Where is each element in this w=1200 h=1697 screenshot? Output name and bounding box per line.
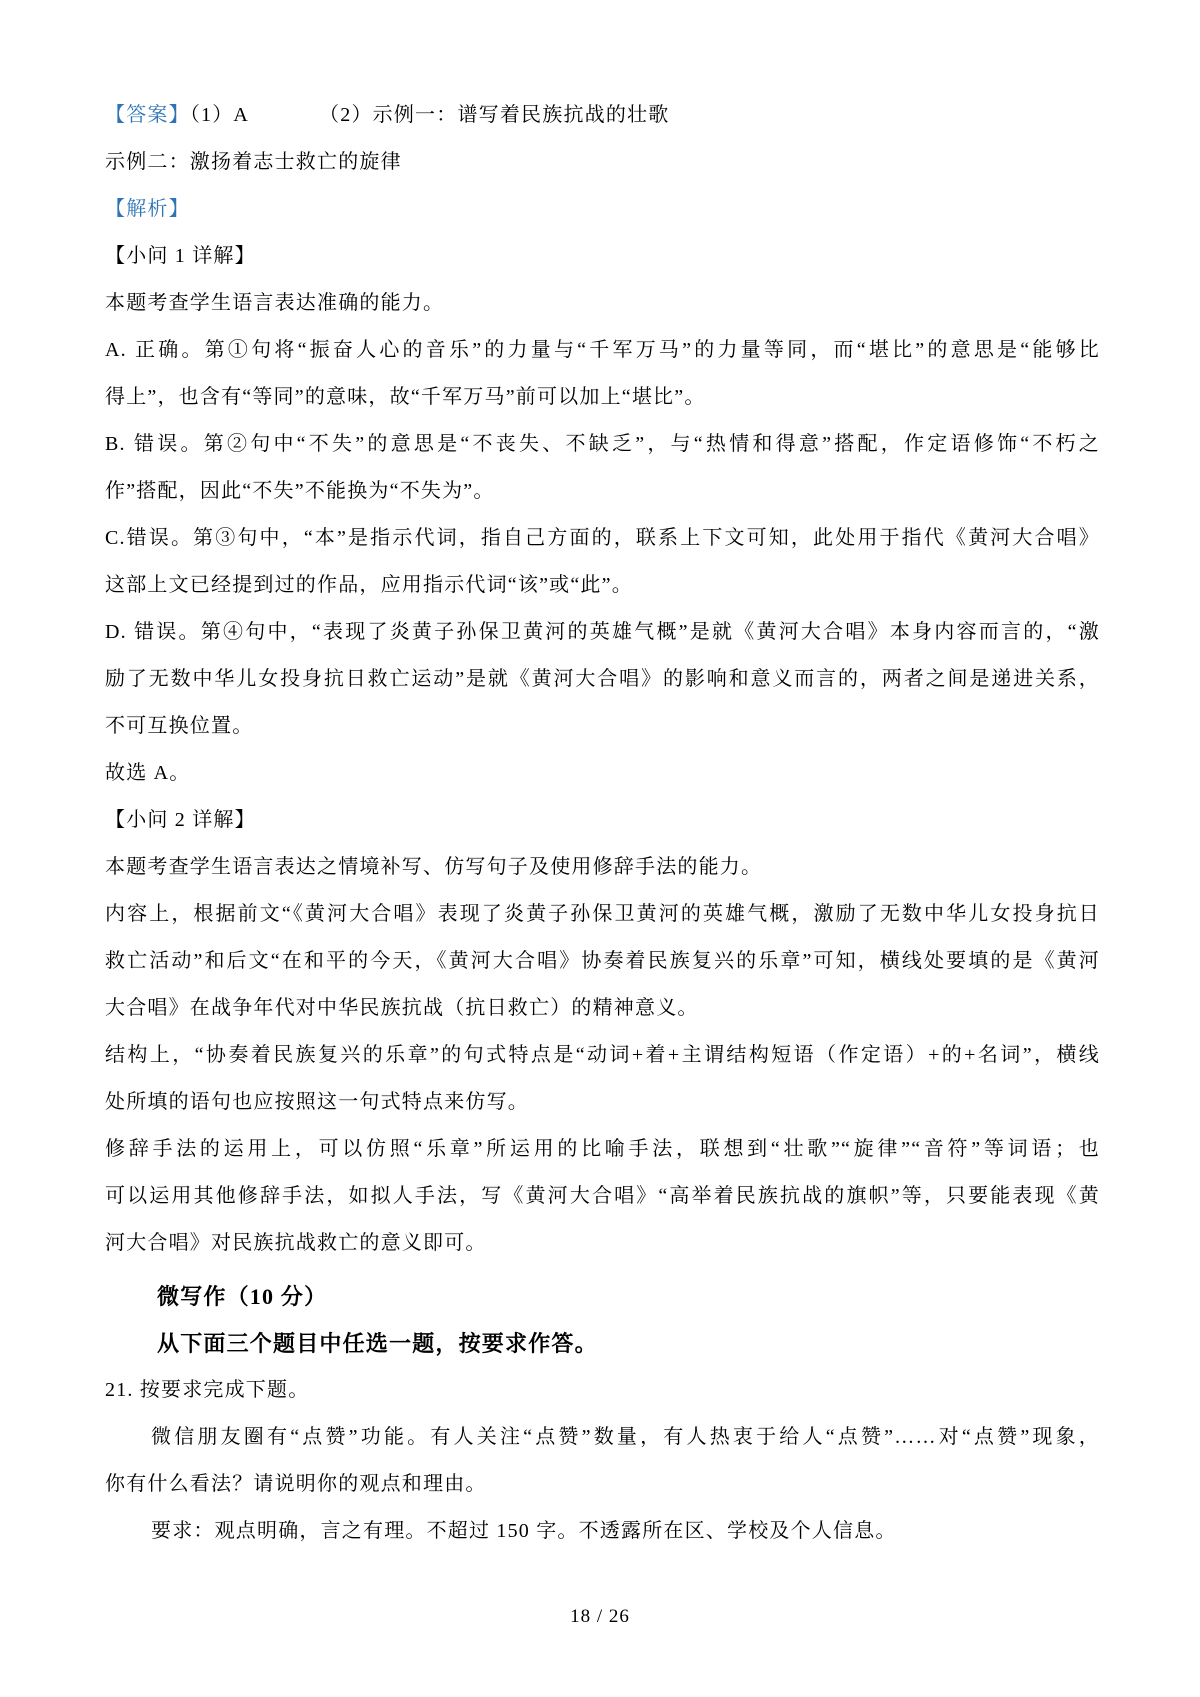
- text-line: 可以运用其他修辞手法，如拟人手法，写《黄河大合唱》“高举着民族抗战的旗帜”等，只要能表现《黄: [105, 1184, 1100, 1207]
- text-line: 励了无数中华儿女投身抗日救亡运动”是就《黄河大合唱》的影响和意义而言的，两者之间是递进关系，: [105, 667, 1100, 690]
- accent-label: 【解析】: [105, 197, 190, 220]
- text-line: [105, 186, 1100, 233]
- page-number: 18 / 26: [570, 1606, 630, 1627]
- text-line: 【小问 1 详解】: [105, 244, 256, 267]
- text-line: 微写作（10 分）: [157, 1283, 328, 1309]
- accent-label: 【答案】: [105, 103, 190, 126]
- text-line: 河大合唱》对民族抗战救亡的意义即可。: [105, 1231, 487, 1254]
- text-line: C.错误。第③句中，“本”是指示代词，指自己方面的，联系上下文可知，此处用于指代《黄河大合唱》: [105, 526, 1100, 549]
- text-line: 修辞手法的运用上，可以仿照“乐章”所运用的比喻手法，联想到“壮歌”“旋律”“音符”等词语；也: [105, 1137, 1100, 1160]
- text-line: B. 错误。第②句中“不失”的意思是“不丧失、不缺乏”，与“热情和得意”搭配，作定语修饰“不朽之: [105, 432, 1100, 455]
- text-line: 大合唱》在战争年代对中华民族抗战（抗日救亡）的精神意义。: [105, 996, 699, 1019]
- text-line: 处所填的语句也应按照这一句式特点来仿写。: [105, 1090, 529, 1113]
- text-line: 21. 按要求完成下题。: [105, 1378, 310, 1401]
- text-line: 示例二：激扬着志士救亡的旋律: [105, 150, 402, 173]
- text-line: 结构上，“协奏着民族复兴的乐章”的句式特点是“动词+着+主谓结构短语（作定语）+的+名词”，横线: [105, 1043, 1100, 1066]
- text-line: 救亡活动”和后文“在和平的今天，《黄河大合唱》协奏着民族复兴的乐章”可知，横线处要填的是《黄河: [105, 949, 1100, 972]
- text-line: 【小问 2 详解】: [105, 808, 256, 831]
- text-line: A. 正确。第①句将“振奋人心的音乐”的力量与“千军万马”的力量等同，而“堪比”的意思是“能够比: [105, 338, 1100, 361]
- text-line: 本题考查学生语言表达之情境补写、仿写句子及使用修辞手法的能力。: [105, 855, 763, 878]
- text-line: 你有什么看法？请说明你的观点和理由。: [105, 1472, 487, 1495]
- text-line: 这部上文已经提到过的作品，应用指示代词“该”或“此”。: [105, 573, 633, 596]
- text-line: 故选 A。: [105, 761, 191, 784]
- text-line: 从下面三个题目中任选一题，按要求作答。: [157, 1330, 598, 1356]
- text-line: 不可互换位置。: [105, 714, 254, 737]
- text-segment: （2）示例一：谱写着民族抗战的壮歌: [319, 103, 670, 126]
- text-line: 内容上，根据前文“《黄河大合唱》表现了炎黄子孙保卫黄河的英雄气概，激励了无数中华儿女投身抗日: [105, 902, 1100, 925]
- text-line: 本题考查学生语言表达准确的能力。: [105, 291, 445, 314]
- text-segment: （1）A: [189, 103, 250, 126]
- text-line: D. 错误。第④句中，“表现了炎黄子孙保卫黄河的英雄气概”是就《黄河大合唱》本身内容而言的，“激: [105, 620, 1100, 643]
- text-line: [105, 92, 1100, 139]
- document-body: [105, 92, 1100, 1555]
- text-line: 微信朋友圈有“点赞”功能。有人关注“点赞”数量，有人热衷于给人“点赞”……对“点赞”现象，: [151, 1425, 1100, 1448]
- text-line: 得上”，也含有“等同”的意味，故“千军万马”前可以加上“堪比”。: [105, 385, 706, 408]
- text-line: 作”搭配，因此“不失”不能换为“不失为”。: [105, 479, 495, 502]
- text-line: 要求：观点明确，言之有理。不超过 150 字。不透露所在区、学校及个人信息。: [151, 1519, 897, 1542]
